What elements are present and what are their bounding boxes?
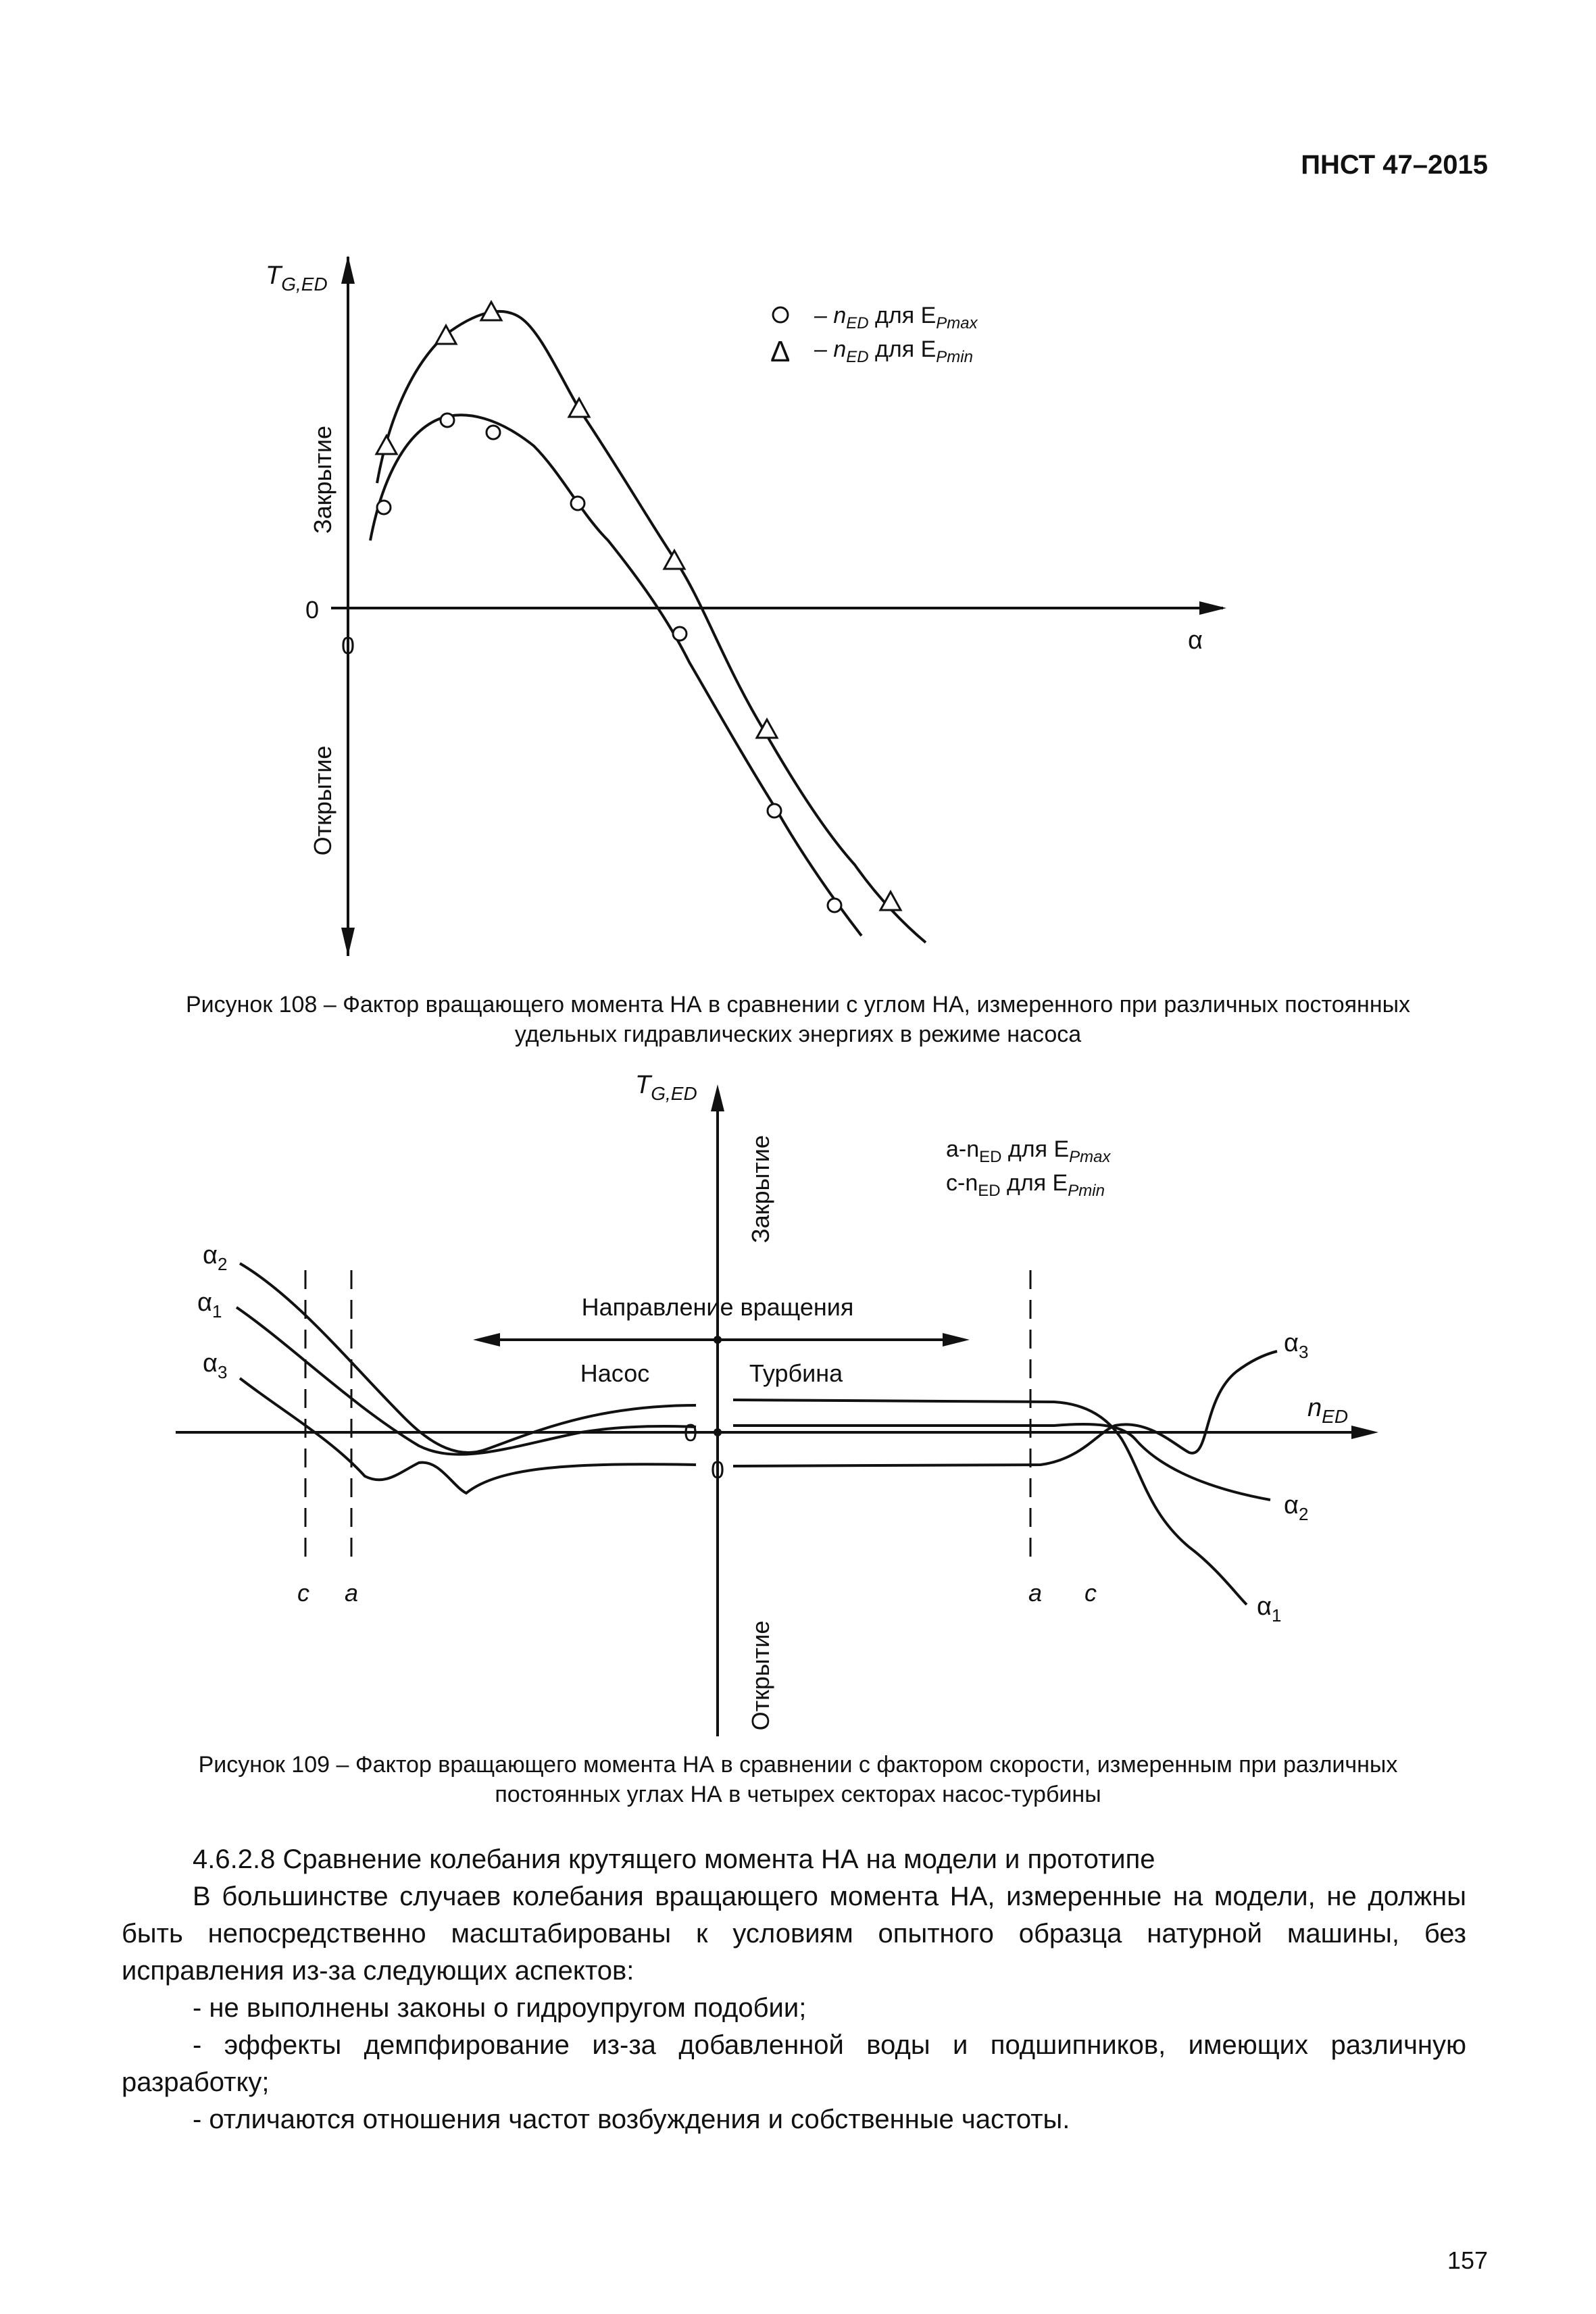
fig109-curve-alpha2-right	[733, 1424, 1270, 1500]
fig108-origin-x: 0	[341, 632, 355, 659]
fig108-legend-item-2: – $n_{ED}$ для $E_{Pmin}$	[814, 336, 973, 366]
fig108-lower-region-label: Открытие	[309, 745, 336, 856]
fig108-origin-y: 0	[305, 596, 320, 624]
fig109-x-arrow	[1351, 1426, 1378, 1439]
fig109-label-left-c: c	[297, 1579, 309, 1607]
fig109-rotation-arrow-right-head	[943, 1333, 970, 1347]
bullet-item: - отличаются отношения частот возбуждения и собственные частоты.	[193, 2105, 1070, 2134]
section-body	[122, 1841, 1466, 2138]
fig109-pump-label: Насос	[580, 1359, 650, 1387]
fig109-lower-region-label: Открытие	[747, 1620, 774, 1731]
fig109-y-arrow	[711, 1084, 724, 1111]
fig109-curve-alpha3-left	[240, 1378, 696, 1493]
fig109-left-label-alpha3: $\alpha_3$	[203, 1349, 228, 1382]
fig109-zero-lower: 0	[711, 1456, 725, 1484]
fig108-legend-triangle-marker: Δ	[770, 335, 791, 368]
figure-108-caption-line-2: удельных гидравлических энергиях в режиме насоса	[514, 1022, 1082, 1047]
fig109-origin-dot	[714, 1428, 722, 1436]
fig108-x-label: α	[1188, 626, 1203, 655]
fig109-right-label-alpha1: $\alpha_1$	[1257, 1592, 1282, 1626]
fig109-upper-region-label: Закрытие	[747, 1134, 774, 1244]
fig109-x-label: $n_{ED}$	[1307, 1394, 1349, 1427]
fig109-turbine-label: Турбина	[749, 1359, 843, 1387]
fig109-left-label-alpha2: $\alpha_2$	[203, 1241, 228, 1274]
fig109-label-left-a: a	[345, 1579, 359, 1607]
fig109-label-right-c: c	[1084, 1579, 1097, 1607]
fig109-right-label-alpha3: $\alpha_3$	[1284, 1329, 1309, 1362]
fig109-right-label-alpha2: $\alpha_2$	[1284, 1491, 1309, 1524]
fig109-curve-alpha2-left	[240, 1263, 696, 1453]
fig109-rotation-arrow-left-head	[473, 1333, 500, 1347]
figure-109-caption-line-1: Рисунок 109 – Фактор вращающего момента НА в сравнении с фактором скорости, измеренным при различных	[198, 1752, 1398, 1778]
fig108-legend-item-1: – $n_{ED}$ для $E_{Pmax}$	[814, 303, 978, 332]
fig109-label-right-a: a	[1028, 1579, 1043, 1607]
bullet-item: - эффекты демпфирование из-за добавленной воды и подшипников, имеющих различную разработку;	[122, 2030, 1466, 2097]
section-paragraph: В большинстве случаев колебания вращающего момента НА, измеренные на модели, не должны быть непосредственно масштабированы к условиям опытного образца натурной машины, без исправления из-за следующих аспектов:	[122, 1882, 1466, 1986]
fig109-y-label: $T_{G,ED}$	[635, 1071, 697, 1104]
fig109-left-label-alpha1: $\alpha_1$	[197, 1288, 222, 1322]
fig109-rotation-label: Направление вращения	[581, 1293, 854, 1321]
figure-109-caption	[0, 1750, 1596, 1809]
fig108-upper-region-label: Закрытие	[309, 425, 336, 534]
section-heading: 4.6.2.8 Сравнение колебания крутящего момента НА на модели и прототипе	[193, 1844, 1155, 1874]
fig109-zero-upper: 0	[684, 1419, 698, 1447]
figure-108-caption-line-1: Рисунок 108 – Фактор вращающего момента НА в сравнении с углом НА, измеренного при различных постоянных	[185, 992, 1411, 1017]
fig109-legend-item-1: $a-n_{ED}$ для $E_{Pmax}$	[946, 1136, 1111, 1166]
fig109-curve-alpha1-right	[733, 1400, 1247, 1605]
figure-109-caption-line-2: постоянных углах НА в четырех секторах насос-турбины	[495, 1782, 1101, 1807]
fig109-rotation-center-dot	[714, 1336, 722, 1344]
fig109-legend-item-2: $c-n_{ED}$ для $E_{Pmin}$	[946, 1170, 1105, 1200]
document-standard-number: ПНСТ 47–2015	[1301, 150, 1488, 180]
fig108-y-label: $T_{G,ED}$	[266, 261, 328, 295]
bullet-item: - не выполнены законы о гидроупругом подобии;	[193, 1993, 807, 2023]
page-number: 157	[1447, 2246, 1488, 2274]
